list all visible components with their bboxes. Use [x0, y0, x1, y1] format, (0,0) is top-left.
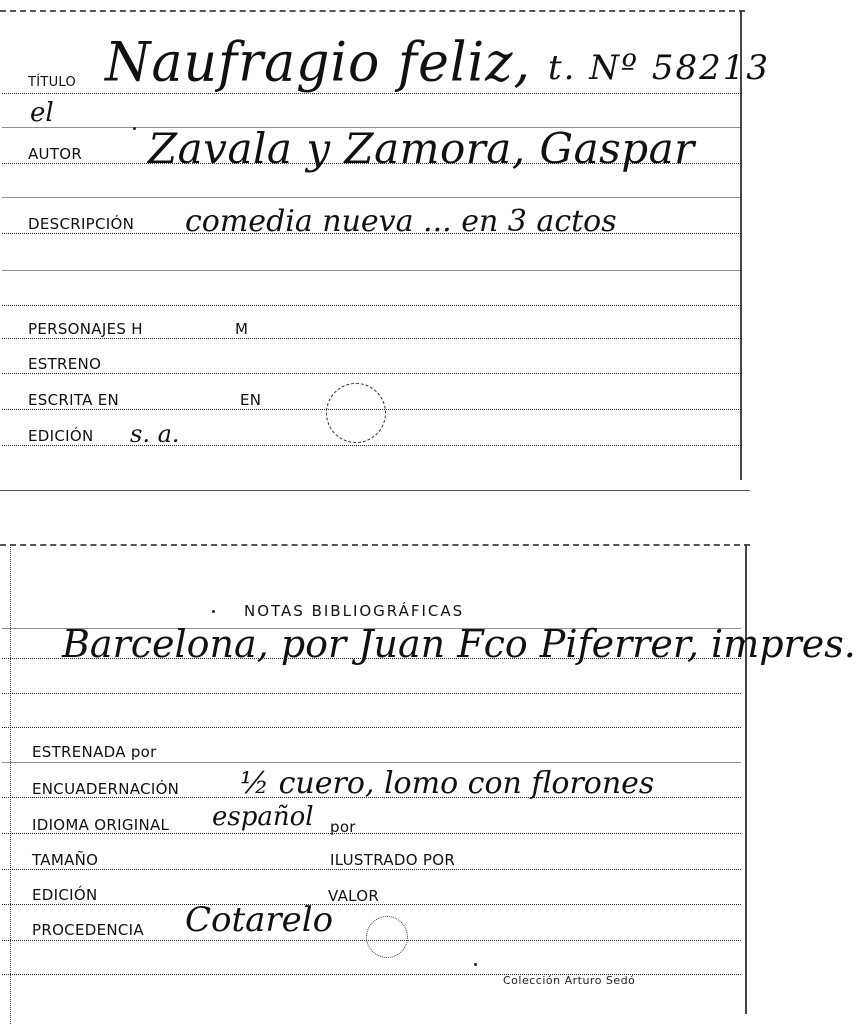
autor-value: Zavala y Zamora, Gaspar [148, 124, 695, 173]
notas-value: Barcelona, por Juan Fco Piferrer, impres. [62, 622, 856, 666]
edicion-label: EDICIÓN [28, 427, 94, 445]
rule-minor [2, 270, 741, 271]
titulo-value: Naufragio feliz, [105, 31, 532, 94]
personajes-h-label: PERSONAJES H [28, 320, 143, 338]
card-left-edge [10, 544, 11, 1024]
autor-label: AUTOR [28, 145, 83, 163]
collection-footer: Colección Arturo Sedó [503, 974, 636, 987]
rule-edicion [2, 445, 741, 446]
card-top-edge [0, 544, 750, 546]
rule-minor [2, 197, 741, 198]
rule-personajes [2, 338, 741, 339]
rule-idioma [2, 869, 741, 870]
card-top-edge [0, 10, 745, 12]
estreno-label: ESTRENO [28, 355, 102, 373]
library-stamp [326, 383, 386, 443]
card-bottom-edge [0, 490, 750, 491]
estrenada-por-label: ESTRENADA por [32, 743, 157, 761]
idioma-original-value: español [212, 802, 314, 832]
rule-minor [2, 762, 741, 763]
catalog-number: t. Nº 58213 [548, 48, 770, 88]
procedencia-value: Cotarelo [185, 900, 334, 940]
tamano-label: TAMAÑO [32, 851, 99, 869]
library-stamp [366, 916, 408, 958]
ink-speck [474, 963, 477, 966]
rule-blank [2, 305, 741, 306]
edicion-value: s. a. [130, 420, 180, 448]
encuadernacion-label: ENCUADERNACIÓN [32, 780, 180, 798]
descripcion-value: comedia nueva ... en 3 actos [185, 204, 617, 239]
catalog-card-front [0, 0, 770, 495]
ink-speck [212, 610, 215, 613]
escrita-en-label: ESCRITA EN [28, 391, 120, 409]
catalog-card-back [0, 540, 856, 1028]
rule-notes-3 [2, 727, 741, 728]
titulo-label: TÍTULO [28, 75, 77, 90]
en-label: EN [240, 391, 262, 409]
ilustrado-por-label: ILUSTRADO POR [330, 851, 456, 869]
titulo-article: el [30, 98, 54, 128]
descripcion-label: DESCRIPCIÓN [28, 215, 135, 233]
notas-heading: NOTAS BIBLIOGRÁFICAS [244, 602, 465, 620]
valor-label: VALOR [328, 887, 380, 905]
idioma-original-label: IDIOMA ORIGINAL [32, 816, 170, 834]
rule-estreno [2, 373, 741, 374]
edicion-label: EDICIÓN [32, 886, 98, 904]
procedencia-label: PROCEDENCIA [32, 921, 144, 939]
card-right-edge [745, 544, 747, 1014]
ink-speck [133, 127, 136, 130]
rule-notes-2 [2, 693, 741, 694]
encuadernacion-value: ½ cuero, lomo con florones [240, 766, 655, 801]
personajes-m-label: M [235, 320, 249, 338]
por-label: por [330, 818, 356, 836]
